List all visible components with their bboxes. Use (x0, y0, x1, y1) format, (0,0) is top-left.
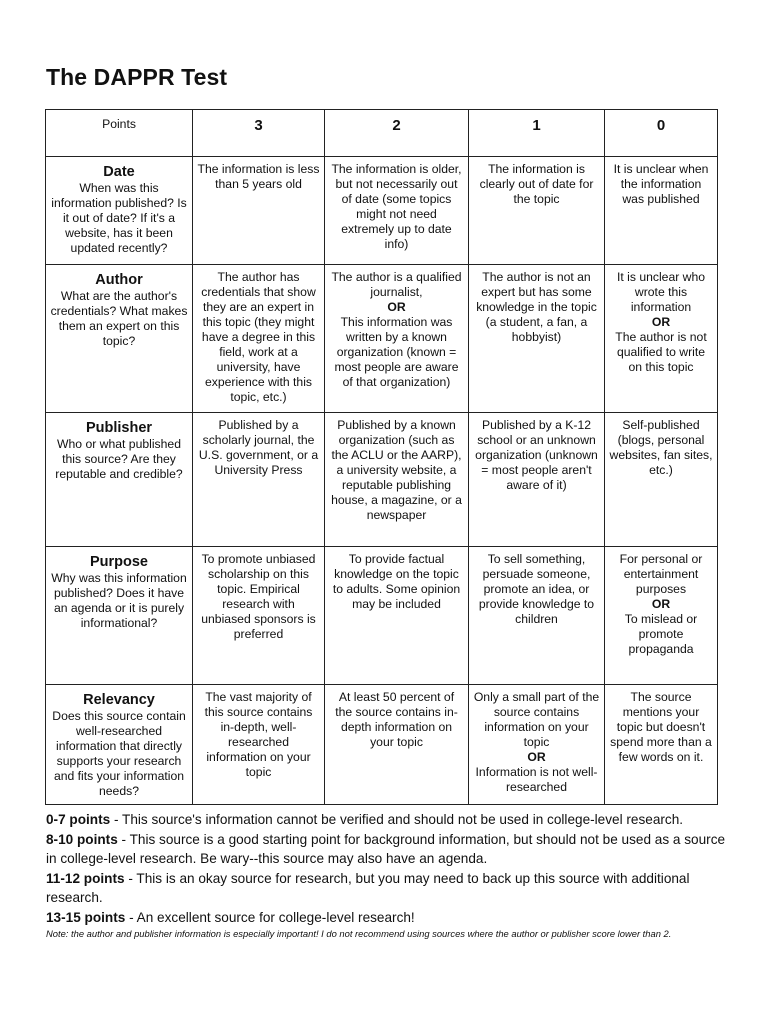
criterion-question: When was this information published? Is it out of date? If it's a website, has it been updated recently? (51, 181, 187, 255)
criterion-row-relevancy (46, 685, 718, 805)
criterion-question: Who or what published this source? Are they reputable and credible? (55, 437, 183, 481)
cell-text: To provide factual knowledge on the topic to adults. Some opinion may be included (332, 552, 461, 611)
score-range: 0-7 points (46, 812, 111, 827)
cell-text: For personal or entertainment purposes (619, 552, 703, 596)
or-separator: OR (651, 597, 671, 611)
score-cell-1 (469, 157, 605, 265)
footnote: Note: the author and publisher information is especially important! I do not recommend using sources where the author or publisher score lower than 2. (46, 928, 672, 939)
criterion-cell (46, 413, 193, 547)
cell-text: The information is older, but not necessarily out of date (some topics might not need extremely up to date info) (331, 162, 462, 251)
score-description: - This source's information cannot be verified and should not be used in college-level research. (110, 812, 684, 827)
scoring-line (46, 869, 736, 908)
score-range: 8-10 points (46, 831, 118, 847)
score-cell-0 (605, 265, 718, 413)
criterion-question: Does this source contain well-researched information that directly supports your research and fits your information needs? (52, 709, 186, 798)
cell-text: Only a small part of the source contains information on your topic (473, 690, 600, 749)
score-cell-1 (469, 265, 605, 413)
score-cell-0 (605, 685, 718, 805)
or-separator: OR (527, 750, 546, 764)
page-title: The DAPPR Test (46, 64, 228, 90)
score-description: - This source is a good starting point for background information, but should not be used as a source in college-level research. Be wary--this source may also have an agenda. (46, 831, 726, 866)
scoring-guide (46, 810, 736, 940)
score-cell-1 (469, 547, 605, 685)
criterion-name: Publisher (85, 420, 153, 436)
rubric-header-row (46, 110, 718, 157)
criterion-question: What are the author's credentials? What makes them an expert on this topic? (50, 289, 188, 348)
score-cell-3 (193, 685, 325, 805)
cell-text: The author is a qualified journalist, (331, 270, 462, 299)
cell-text: To promote unbiased scholarship on this topic. Empirical research with unbiased sponsors is preferred (201, 552, 316, 641)
score-cell-3 (193, 265, 325, 413)
cell-text: The information is clearly out of date for the topic (479, 162, 594, 206)
criterion-name: Date (103, 164, 135, 180)
score-cell-2 (325, 413, 469, 547)
criterion-cell (46, 265, 193, 413)
score-description: - This is an okay source for research, but you may need to back up this source with additional research. (46, 870, 690, 905)
criterion-name: Author (95, 272, 143, 288)
scoring-line (46, 908, 736, 928)
score-cell-0 (605, 547, 718, 685)
score-header-2: 2 (325, 110, 469, 157)
dappr-rubric-table (45, 109, 718, 805)
scoring-line (46, 810, 736, 830)
score-cell-1 (469, 413, 605, 547)
cell-text: Published by a K-12 school or an unknown organization (unknown = most people aren't aware of it) (475, 418, 598, 492)
cell-text: The author has credentials that show they are an expert in this topic (they might have a degree in this field, work at a university, have experience with this topic, etc.) (201, 270, 316, 404)
score-cell-3 (193, 547, 325, 685)
score-cell-3 (193, 413, 325, 547)
cell-text: To mislead or promote propaganda (624, 612, 698, 656)
criterion-name: Purpose (89, 554, 148, 570)
criterion-cell (46, 547, 193, 685)
score-cell-2 (325, 547, 469, 685)
cell-text: Published by a scholarly journal, the U.S. government, or a University Press (198, 418, 319, 477)
score-range: 13-15 points (46, 909, 126, 925)
cell-text: At least 50 percent of the source contains in-depth information on your topic (335, 690, 458, 749)
score-header-0: 0 (605, 110, 718, 157)
score-header-3: 3 (193, 110, 325, 157)
cell-text: It is unclear who wrote this information (616, 270, 706, 314)
criterion-row-date (46, 157, 718, 265)
cell-text: The source mentions your topic but doesn't spend more than a few words on it. (610, 690, 712, 764)
cell-text: This information was written by a known organization (known = most people are aware of that organization) (334, 315, 459, 389)
score-header-1: 1 (469, 110, 605, 157)
cell-text: To sell something, persuade someone, promote an idea, or provide knowledge to children (478, 552, 595, 626)
scoring-line (46, 830, 736, 869)
cell-text: It is unclear when the information was published (613, 162, 709, 206)
cell-text: The author is not an expert but has some knowledge in the topic (a student, a fan, a hobbyist) (476, 270, 597, 344)
score-cell-3 (193, 157, 325, 265)
score-cell-0 (605, 413, 718, 547)
score-description: - An excellent source for college-level research! (125, 909, 415, 925)
cell-text: The vast majority of this source contains in-depth, well-researched information on your topic (204, 690, 313, 779)
criterion-cell (46, 157, 193, 265)
criterion-question: Why was this information published? Does it have an agenda or it is purely informational? (51, 571, 187, 630)
cell-text: Published by a known organization (such as the ACLU or the AARP), a university website, a reputable publishing house, a magazine, or a newspaper (331, 418, 462, 522)
or-separator: OR (651, 315, 671, 329)
criterion-row-publisher (46, 413, 718, 547)
score-cell-1 (469, 685, 605, 805)
score-cell-2 (325, 157, 469, 265)
cell-text: Information is not well-researched (475, 765, 598, 794)
score-cell-2 (325, 685, 469, 805)
criterion-cell (46, 685, 193, 805)
score-range: 11-12 points (46, 870, 125, 886)
criterion-name: Relevancy (83, 692, 155, 708)
score-cell-0 (605, 157, 718, 265)
cell-text: Self-published (blogs, personal websites, fan sites, etc.) (609, 418, 713, 477)
criterion-row-author (46, 265, 718, 413)
or-separator: OR (387, 300, 406, 314)
criterion-row-purpose (46, 547, 718, 685)
score-cell-2 (325, 265, 469, 413)
cell-text: The author is not qualified to write on this topic (615, 330, 707, 374)
points-header: Points (46, 110, 193, 157)
cell-text: The information is less than 5 years old (197, 162, 320, 191)
